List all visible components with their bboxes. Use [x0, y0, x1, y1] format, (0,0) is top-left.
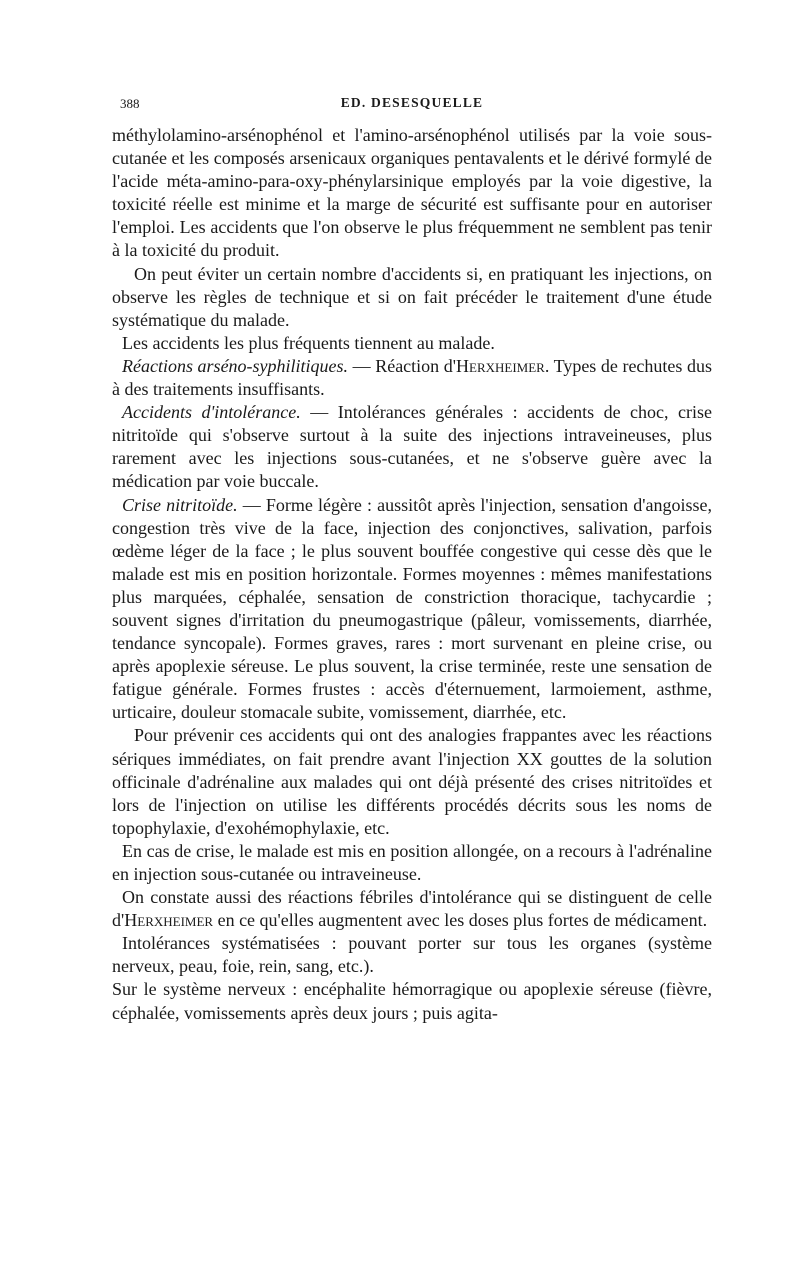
paragraph-arseno-syphilitic-reactions	[112, 355, 712, 401]
paragraph-systematized-intolerances: Intolérances systématisées : pouvant porter sur tous les organes (système nerveux, peau, foie, rein, sang, etc.).	[112, 933, 712, 977]
paragraph-continuation: méthylolamino-arsénophénol et l'amino-arsénophénol utilisés par la voie sous-cutanée et les composés arsenicaux organiques pentavalents et le dérivé formylé de l'acide méta-amino-para-oxy-phénylarsinique employés par la voie digestive, la toxicité réelle est minime et la marge de sécurité est suffisante pour en autoriser l'emploi. Les accidents que l'on observe le plus fréquemment ne semblent pas tenir à la toxicité du produit.	[112, 125, 712, 261]
book-page	[112, 92, 712, 1025]
section-title-intolerance: Accidents d'intolérance.	[122, 402, 301, 423]
paragraph-prevention-adrenaline: Pour prévenir ces accidents qui ont des analogies frappantes avec les réactions sériques immédiates, on fait prendre avant l'injection XX gouttes de la solution officinale d'adrénaline aux malades qui ont déjà présenté des crises nitritoïdes et lors de l'injection on utilise les différents procédés décrits sous les noms de topophylaxie, d'exohémophylaxie, etc.	[112, 725, 712, 838]
author-name-herxheimer: Herxheimer	[124, 910, 214, 931]
running-title: ED. DESESQUELLE	[340, 95, 484, 110]
body-text	[112, 124, 712, 1025]
page-number: 388	[120, 96, 140, 111]
paragraph-prevention-technique: On peut éviter un certain nombre d'accidents si, en pratiquant les injections, on observe les règles de technique et si on fait précéder le traitement d'une étude systématique du malade.	[112, 263, 712, 330]
paragraph-text: — Forme légère : aussitôt après l'injection, sensation d'angoisse, congestion très vive de la face, injection des conjonctives, salivation, parfois œdème léger de la face ; le plus souvent bouffée congestive qui cesse dès que le malade est mis en position horizontale. Formes moyennes : mêmes manifestations plus marquées, céphalée, sensation de constriction thoracique, tachycardie ; souvent signes d'irritation du pneumogastrique (pâleur, vomissements, diarrhée, tendance syncopale). Formes graves, rares : mort survenant en pleine crise, ou après apoplexie séreuse. Le plus souvent, la crise terminée, reste une sensation de fatigue générale. Formes frustes : accès d'éternuement, larmoiement, asthme, urticaire, douleur stomacale subite, vomissement, diarrhée, etc.	[112, 494, 712, 723]
paragraph-text: en ce qu'elles augmentent avec les doses plus fortes de médicament.	[213, 910, 708, 931]
paragraph-nitritoid-crisis	[112, 494, 712, 725]
paragraph-text: — Réaction d'	[348, 355, 456, 376]
paragraph-intolerance-accidents	[112, 401, 712, 493]
section-title-reactions: Réactions arséno-syphilitiques.	[122, 355, 349, 376]
paragraph-text: — Intolérances générales : accidents de choc, crise nitritoïde qui s'observe surtout à la suite des injections intraveineuses, plus rarement avec les injections sous-cutanées, et ne s'observe guère avec la médication par voie buccale.	[112, 402, 712, 492]
running-head	[112, 92, 712, 118]
section-title-nitritoid: Crise nitritoïde.	[122, 494, 238, 515]
paragraph-crisis-treatment: En cas de crise, le malade est mis en position allongée, on a recours à l'adrénaline en injection sous-cutanée ou intraveineuse.	[112, 840, 712, 884]
paragraph-text: On constate aussi des réactions fébriles d'intolérance qui se distinguent de celle d'	[112, 887, 712, 931]
author-name-herxheimer: Herxheimer	[456, 355, 545, 376]
paragraph-febrile-reactions	[112, 886, 712, 932]
paragraph-text: . Types de rechutes dus à des traitements insuffisants.	[112, 355, 713, 400]
paragraph-frequent-accidents: Les accidents les plus fréquents tiennent au malade.	[122, 332, 495, 353]
paragraph-nervous-system: Sur le système nerveux : encéphalite hémorragique ou apoplexie séreuse (fièvre, céphalée, vomissements après deux jours ; puis agita-	[112, 979, 712, 1023]
